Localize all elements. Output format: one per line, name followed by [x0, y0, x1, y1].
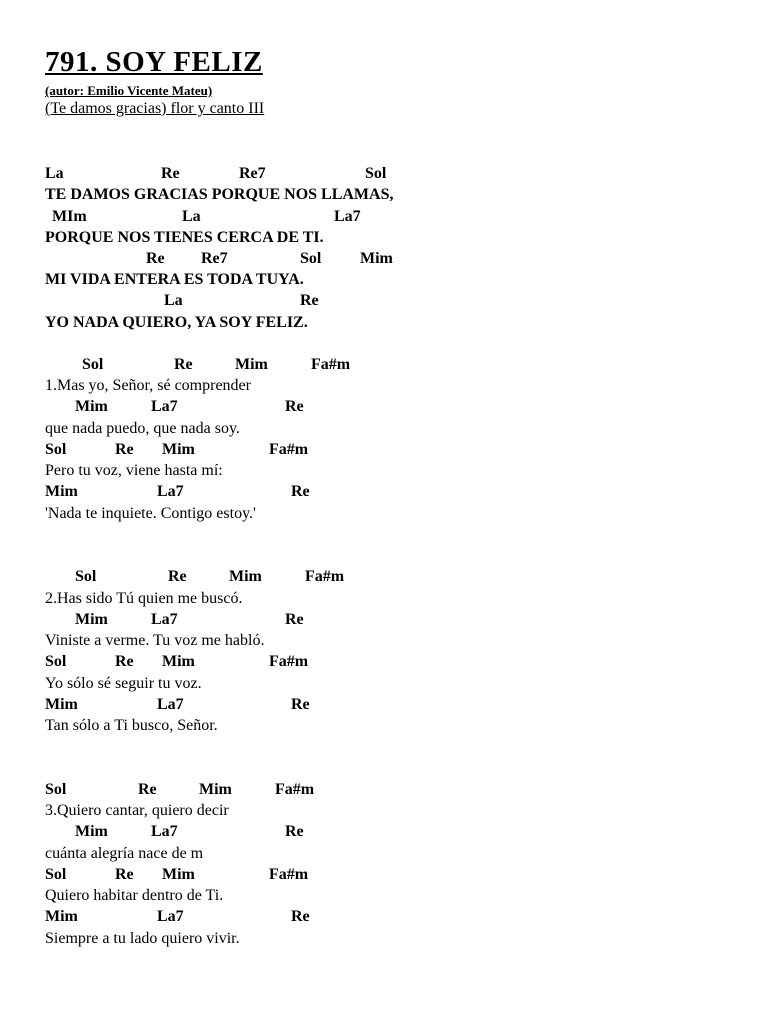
chord: Fa#m	[269, 653, 309, 670]
chord: Mim	[229, 568, 262, 585]
chord: Fa#m	[311, 356, 351, 373]
lyric-text: Yo sólo sé seguir tu voz.	[45, 675, 202, 692]
chord: Re	[138, 781, 157, 798]
chord-line	[0, 610, 768, 632]
chord: La	[164, 292, 183, 309]
chord: La7	[151, 823, 178, 840]
lyric-text: Viniste a verme. Tu voz me habló.	[45, 632, 265, 649]
chord: La7	[334, 208, 361, 225]
chord: Sol	[45, 866, 67, 883]
lyric-text: cuánta alegría nace de m	[45, 845, 204, 862]
chord: Mim	[75, 823, 108, 840]
chord: Re7	[201, 250, 228, 267]
chord-line	[0, 822, 768, 844]
lyric-line	[0, 929, 768, 951]
chord-line	[0, 164, 768, 186]
chord: Sol	[45, 781, 67, 798]
chord-line	[0, 249, 768, 271]
lyric-line	[0, 716, 768, 738]
chord: Mim	[45, 696, 78, 713]
chord: Mim	[45, 483, 78, 500]
chord: Mim	[162, 441, 195, 458]
chord: La7	[157, 696, 184, 713]
chord: Fa#m	[269, 441, 309, 458]
lyric-text: Pero tu voz, viene hasta mí:	[45, 462, 223, 479]
chord: Re	[291, 483, 310, 500]
chord-line	[0, 865, 768, 887]
chord: La7	[151, 611, 178, 628]
lyric-line	[0, 801, 768, 823]
chord: Re	[300, 292, 319, 309]
chord: Re	[115, 441, 134, 458]
chord: La7	[151, 398, 178, 415]
chord: Mim	[45, 908, 78, 925]
chord: Mim	[162, 866, 195, 883]
song-title: 791. SOY FELIZ	[45, 46, 263, 78]
chord: MIm	[52, 208, 87, 225]
lyric-line	[0, 313, 768, 335]
chord: Sol	[45, 653, 67, 670]
chord: Re	[174, 356, 193, 373]
chord: Re7	[239, 165, 266, 182]
chord: Fa#m	[275, 781, 315, 798]
chord-line	[0, 567, 768, 589]
chord: La	[182, 208, 201, 225]
chord-line	[0, 780, 768, 802]
lyric-text: Tan sólo a Ti busco, Señor.	[45, 717, 218, 734]
chord-line	[0, 695, 768, 717]
chord: Mim	[199, 781, 232, 798]
chord-line	[0, 291, 768, 313]
chord: Mim	[75, 611, 108, 628]
chord: Re	[285, 398, 304, 415]
chord-line	[0, 355, 768, 377]
lyric-text: que nada puedo, que nada soy.	[45, 420, 240, 437]
lyric-text: PORQUE NOS TIENES CERCA DE TI.	[45, 229, 324, 246]
lyric-line	[0, 631, 768, 653]
lyric-line	[0, 270, 768, 292]
chord: Re	[115, 866, 134, 883]
chord: Re	[285, 823, 304, 840]
chord: Fa#m	[269, 866, 309, 883]
chord: Re	[168, 568, 187, 585]
lyric-line	[0, 185, 768, 207]
chord: Re	[291, 908, 310, 925]
lyric-text: YO NADA QUIERO, YA SOY FELIZ.	[45, 314, 308, 331]
lyric-line	[0, 376, 768, 398]
chord-line	[0, 440, 768, 462]
lyric-line	[0, 461, 768, 483]
lyric-text: 'Nada te inquiete. Contigo estoy.'	[45, 505, 256, 522]
chord: Sol	[45, 441, 67, 458]
lyric-text: 2.Has sido Tú quien me buscó.	[45, 590, 243, 607]
song-author: (autor: Emilio Vicente Mateu)	[45, 83, 213, 98]
chord: Re	[161, 165, 180, 182]
chord: La7	[157, 908, 184, 925]
lyric-line	[0, 674, 768, 696]
chord-line	[0, 482, 768, 504]
chord: Mim	[162, 653, 195, 670]
chord: Mim	[360, 250, 393, 267]
lyric-line	[0, 886, 768, 908]
lyric-text: Quiero habitar dentro de Ti.	[45, 887, 224, 904]
chord: Sol	[300, 250, 322, 267]
chord-line	[0, 397, 768, 419]
chord-line	[0, 907, 768, 929]
lyric-line	[0, 419, 768, 441]
chord: Re	[146, 250, 165, 267]
lyric-text: 3.Quiero cantar, quiero decir	[45, 802, 229, 819]
chord: Sol	[365, 165, 387, 182]
chord: La	[45, 165, 64, 182]
lyric-text: TE DAMOS GRACIAS PORQUE NOS LLAMAS,	[45, 186, 394, 203]
chord: Mim	[75, 398, 108, 415]
song-source: (Te damos gracias) flor y canto III	[45, 100, 265, 117]
chord: Sol	[82, 356, 104, 373]
chord: Re	[115, 653, 134, 670]
chord: Mim	[235, 356, 268, 373]
chord-line	[0, 207, 768, 229]
chord-line	[0, 652, 768, 674]
chord: Re	[291, 696, 310, 713]
chord: La7	[157, 483, 184, 500]
lyric-line	[0, 844, 768, 866]
chord: Sol	[75, 568, 97, 585]
lyric-text: 1.Mas yo, Señor, sé comprender	[45, 377, 251, 394]
lyric-text: Siempre a tu lado quiero vivir.	[45, 930, 240, 947]
chord: Re	[285, 611, 304, 628]
lyric-line	[0, 504, 768, 526]
lyric-line	[0, 589, 768, 611]
lyric-text: MI VIDA ENTERA ES TODA TUYA.	[45, 271, 304, 288]
chord: Fa#m	[305, 568, 345, 585]
lyric-line	[0, 228, 768, 250]
